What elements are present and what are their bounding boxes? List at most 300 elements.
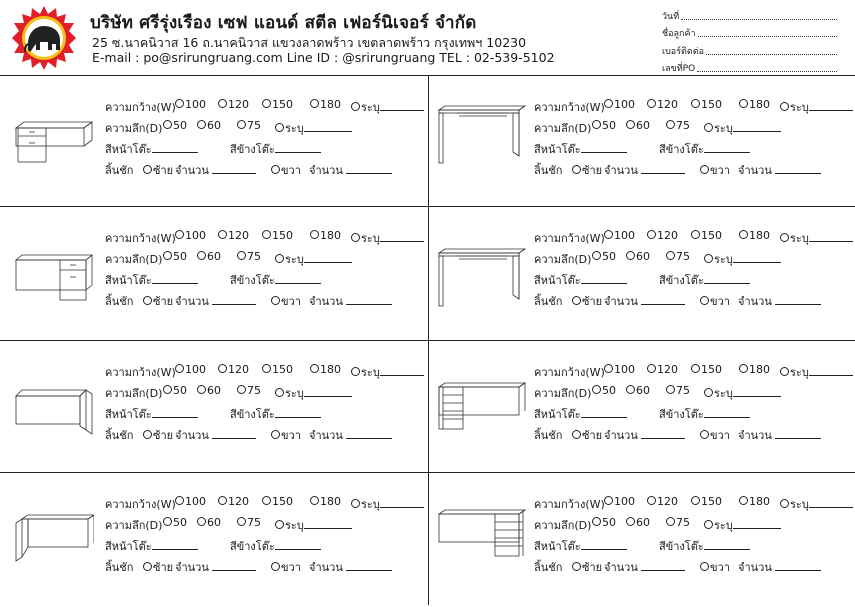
depth-other-field[interactable] [304, 396, 352, 397]
top-color-option[interactable]: สีหน้าโต๊ะ [534, 140, 627, 158]
width-150-option-radio[interactable] [691, 364, 700, 373]
depth-60-option-radio[interactable] [626, 385, 635, 394]
width-150-option-radio[interactable] [262, 230, 271, 239]
drawer-right-option[interactable]: ขวา [700, 161, 730, 179]
depth-60-option-radio[interactable] [197, 517, 206, 526]
depth-other-radio[interactable] [704, 123, 713, 132]
depth-60-option-radio[interactable] [626, 120, 635, 129]
depth-label: ความลึก(D) [534, 519, 592, 532]
side-color-field[interactable] [704, 283, 750, 284]
drawer-right-qty[interactable]: จำนวน [738, 558, 821, 576]
width-100-option[interactable]: 100 [604, 495, 635, 508]
width-150-option[interactable]: 150 [262, 229, 293, 242]
depth-60-option-radio[interactable] [197, 251, 206, 260]
depth-50-option-radio[interactable] [592, 517, 601, 526]
side-color-option[interactable]: สีข้างโต๊ะ [659, 271, 750, 289]
depth-60-option[interactable]: 60 [626, 384, 650, 397]
top-color-field[interactable] [152, 283, 198, 284]
depth-60-option[interactable]: 60 [197, 384, 221, 397]
width-150-option-radio[interactable] [691, 99, 700, 108]
drawer-right-qty[interactable]: จำนวน [309, 558, 392, 576]
top-color-field[interactable] [152, 549, 198, 550]
drawer-left-option[interactable]: ซ้าย [572, 558, 602, 576]
depth-other-option[interactable]: ระบุ [704, 384, 781, 402]
drawer-right-qty-field[interactable] [775, 570, 821, 571]
order-cell-2 [429, 76, 855, 210]
side-color-field[interactable] [275, 283, 321, 284]
color-row [105, 405, 425, 419]
depth-row [534, 250, 854, 264]
width-180-option[interactable]: 180 [739, 363, 770, 376]
width-label: ความกว้าง(W) [105, 366, 176, 379]
side-color-field[interactable] [704, 417, 750, 418]
width-100-option-radio[interactable] [175, 230, 184, 239]
top-color-option[interactable]: สีหน้าโต๊ะ [105, 405, 198, 423]
company-address: 25 ซ.นาคนิวาส 16 ถ.นาคนิวาส แขวงลาดพร้าว เขตลาดพร้าว กรุงเทพฯ 10230 [92, 35, 527, 50]
depth-other-field[interactable] [733, 262, 781, 263]
drawer-left-qty[interactable]: จำนวน [175, 161, 256, 179]
depth-label: ความลึก(D) [105, 253, 163, 266]
depth-other-option[interactable]: ระบุ [704, 516, 781, 534]
width-100-option-radio[interactable] [604, 496, 613, 505]
width-other-radio[interactable] [351, 367, 360, 376]
depth-50-option-radio[interactable] [163, 120, 172, 129]
top-color-field[interactable] [152, 152, 198, 153]
depth-75-option-radio[interactable] [666, 120, 675, 129]
width-120-option[interactable]: 120 [647, 229, 678, 242]
width-100-option-radio[interactable] [604, 99, 613, 108]
drawer-right-qty-field[interactable] [775, 304, 821, 305]
width-other-field[interactable] [380, 507, 424, 508]
drawer-right-qty[interactable]: จำนวน [738, 292, 821, 310]
width-label: ความกว้าง(W) [105, 101, 176, 114]
drawer-right-option[interactable]: ขวา [700, 558, 730, 576]
depth-60-option[interactable]: 60 [197, 516, 221, 529]
width-label: ความกว้าง(W) [105, 232, 176, 245]
width-100-option[interactable]: 100 [604, 363, 635, 376]
depth-other-field[interactable] [733, 131, 781, 132]
width-150-option[interactable]: 150 [691, 495, 722, 508]
top-color-field[interactable] [581, 549, 627, 550]
side-color-option[interactable]: สีข้างโต๊ะ [659, 405, 750, 423]
top-color-option[interactable]: สีหน้าโต๊ะ [105, 271, 198, 289]
width-label: ความกว้าง(W) [534, 366, 605, 379]
depth-75-option-radio[interactable] [237, 517, 246, 526]
top-color-option[interactable]: สีหน้าโต๊ะ [534, 537, 627, 555]
depth-60-option[interactable]: 60 [197, 119, 221, 132]
drawer-right-radio[interactable] [271, 165, 280, 174]
drawer-left-qty[interactable]: จำนวน [175, 292, 256, 310]
width-other-field[interactable] [380, 375, 424, 376]
drawer-left-qty-field[interactable] [641, 173, 685, 174]
drawer-left-radio[interactable] [143, 296, 152, 305]
drawer-right-option[interactable]: ขวา [271, 161, 301, 179]
drawer-right-qty-field[interactable] [775, 438, 821, 439]
desk-left-cabinet-icon [14, 252, 94, 306]
width-150-option-radio[interactable] [691, 230, 700, 239]
top-color-field[interactable] [581, 283, 627, 284]
width-label: ความกว้าง(W) [534, 101, 605, 114]
width-100-option-radio[interactable] [175, 496, 184, 505]
width-other-field[interactable] [809, 375, 853, 376]
width-100-option[interactable]: 100 [604, 229, 635, 242]
drawer-label: ลิ้นชัก [105, 295, 134, 308]
drawer-left-radio[interactable] [143, 165, 152, 174]
width-other-radio[interactable] [351, 233, 360, 242]
depth-60-option-radio[interactable] [626, 251, 635, 260]
width-150-option[interactable]: 150 [691, 363, 722, 376]
color-row [105, 537, 425, 551]
order-cell-4 [429, 207, 855, 341]
width-150-option[interactable]: 150 [262, 363, 293, 376]
drawer-left-option[interactable]: ซ้าย [143, 161, 173, 179]
side-color-option[interactable]: สีข้างโต๊ะ [230, 405, 321, 423]
order-cell-1 [0, 76, 427, 210]
drawer-row [105, 558, 425, 572]
drawer-left-option[interactable]: ซ้าย [572, 161, 602, 179]
width-120-option-radio[interactable] [647, 496, 656, 505]
depth-75-option[interactable]: 75 [666, 250, 690, 263]
width-100-option-radio[interactable] [604, 364, 613, 373]
width-row [534, 363, 854, 377]
depth-50-option-radio[interactable] [592, 120, 601, 129]
depth-50-option[interactable]: 50 [592, 119, 616, 132]
depth-50-option[interactable]: 50 [163, 516, 187, 529]
top-color-option[interactable]: สีหน้าโต๊ะ [534, 405, 627, 423]
depth-other-option[interactable]: ระบุ [704, 250, 781, 268]
drawer-left-radio[interactable] [143, 430, 152, 439]
width-120-option-radio[interactable] [647, 364, 656, 373]
side-color-option[interactable]: สีข้างโต๊ะ [230, 140, 321, 158]
drawer-left-qty-field[interactable] [212, 173, 256, 174]
depth-other-radio[interactable] [275, 254, 284, 263]
width-100-option[interactable]: 100 [175, 363, 206, 376]
width-150-option[interactable]: 150 [691, 98, 722, 111]
depth-other-option[interactable]: ระบุ [275, 384, 352, 402]
drawer-right-qty[interactable]: จำนวน [309, 426, 392, 444]
order-cell-6 [429, 341, 855, 475]
depth-other-radio[interactable] [704, 520, 713, 529]
drawer-left-qty-field[interactable] [641, 570, 685, 571]
width-other-field[interactable] [380, 110, 424, 111]
drawer-right-radio[interactable] [700, 562, 709, 571]
width-120-option-radio[interactable] [647, 230, 656, 239]
width-150-option[interactable]: 150 [691, 229, 722, 242]
desk-right-return-icon [14, 386, 94, 440]
drawer-right-radio[interactable] [271, 562, 280, 571]
drawer-left-qty-field[interactable] [641, 438, 685, 439]
drawer-left-qty-field[interactable] [641, 304, 685, 305]
depth-row [105, 119, 425, 133]
side-color-option[interactable]: สีข้างโต๊ะ [230, 537, 321, 555]
drawer-label: ลิ้นชัก [105, 429, 134, 442]
width-180-option-radio[interactable] [310, 99, 319, 108]
drawer-left-option[interactable]: ซ้าย [572, 292, 602, 310]
depth-75-option[interactable]: 75 [666, 516, 690, 529]
width-180-option-radio[interactable] [739, 99, 748, 108]
company-contact: E-mail : po@srirungruang.com Line ID : @srirungruang TEL : 02-539-5102 [92, 50, 555, 65]
depth-50-option-radio[interactable] [163, 517, 172, 526]
side-color-field[interactable] [275, 549, 321, 550]
width-other-field[interactable] [809, 241, 853, 242]
width-120-option-radio[interactable] [218, 230, 227, 239]
drawer-right-qty[interactable]: จำนวน [309, 292, 392, 310]
depth-row [534, 516, 854, 530]
width-180-option-radio[interactable] [310, 230, 319, 239]
header [0, 0, 855, 75]
drawer-left-radio[interactable] [572, 296, 581, 305]
depth-60-option-radio[interactable] [197, 385, 206, 394]
depth-60-option-radio[interactable] [197, 120, 206, 129]
width-150-option-radio[interactable] [262, 364, 271, 373]
drawer-right-option[interactable]: ขวา [271, 292, 301, 310]
width-120-option[interactable]: 120 [647, 98, 678, 111]
side-color-field[interactable] [275, 417, 321, 418]
drawer-right-qty-field[interactable] [346, 570, 392, 571]
depth-other-field[interactable] [304, 262, 352, 263]
depth-50-option-radio[interactable] [163, 385, 172, 394]
depth-other-radio[interactable] [275, 520, 284, 529]
drawer-left-option[interactable]: ซ้าย [572, 426, 602, 444]
depth-other-radio[interactable] [275, 123, 284, 132]
depth-50-option[interactable]: 50 [592, 384, 616, 397]
meta-po[interactable]: เลขที่PO [662, 58, 837, 76]
width-180-option[interactable]: 180 [310, 363, 341, 376]
top-color-option[interactable]: สีหน้าโต๊ะ [534, 271, 627, 289]
drawer-left-qty[interactable]: จำนวน [604, 426, 685, 444]
depth-other-radio[interactable] [275, 388, 284, 397]
side-color-option[interactable]: สีข้างโต๊ะ [659, 140, 750, 158]
width-other-radio[interactable] [351, 499, 360, 508]
top-color-field[interactable] [581, 417, 627, 418]
drawer-right-option[interactable]: ขวา [271, 558, 301, 576]
drawer-right-radio[interactable] [700, 165, 709, 174]
side-color-option[interactable]: สีข้างโต๊ะ [230, 271, 321, 289]
color-row [534, 405, 854, 419]
width-180-option-radio[interactable] [739, 364, 748, 373]
depth-other-field[interactable] [304, 528, 352, 529]
depth-75-option[interactable]: 75 [666, 384, 690, 397]
width-150-option-radio[interactable] [262, 496, 271, 505]
depth-50-option-radio[interactable] [592, 385, 601, 394]
depth-75-option-radio[interactable] [237, 120, 246, 129]
top-color-field[interactable] [581, 152, 627, 153]
drawer-left-qty[interactable]: จำนวน [604, 292, 685, 310]
depth-60-option[interactable]: 60 [197, 250, 221, 263]
depth-75-option-radio[interactable] [666, 251, 675, 260]
width-other-option[interactable]: ระบุ [780, 495, 853, 513]
depth-60-option[interactable]: 60 [626, 119, 650, 132]
drawer-left-radio[interactable] [572, 430, 581, 439]
top-color-option[interactable]: สีหน้าโต๊ะ [105, 537, 198, 555]
width-180-option[interactable]: 180 [310, 98, 341, 111]
drawer-label: ลิ้นชัก [105, 561, 134, 574]
width-180-option[interactable]: 180 [739, 229, 770, 242]
meta-phone[interactable]: เบอร์ติดต่อ [662, 40, 837, 58]
width-other-option[interactable]: ระบุ [780, 98, 853, 116]
side-color-field[interactable] [704, 549, 750, 550]
depth-50-option-radio[interactable] [163, 251, 172, 260]
depth-other-option[interactable]: ระบุ [275, 250, 352, 268]
drawer-row [105, 161, 425, 175]
depth-50-option[interactable]: 50 [592, 250, 616, 263]
depth-50-option[interactable]: 50 [592, 516, 616, 529]
drawer-left-option[interactable]: ซ้าย [143, 558, 173, 576]
width-180-option-radio[interactable] [739, 496, 748, 505]
drawer-right-qty-field[interactable] [346, 438, 392, 439]
width-180-option[interactable]: 180 [310, 495, 341, 508]
width-row [534, 229, 854, 243]
drawer-right-qty-field[interactable] [775, 173, 821, 174]
width-150-option-radio[interactable] [262, 99, 271, 108]
top-color-option[interactable]: สีหน้าโต๊ะ [105, 140, 198, 158]
drawer-right-option[interactable]: ขวา [271, 426, 301, 444]
width-180-option[interactable]: 180 [739, 98, 770, 111]
width-other-radio[interactable] [351, 102, 360, 111]
drawer-left-qty[interactable]: จำนวน [604, 558, 685, 576]
width-other-option[interactable]: ระบุ [351, 363, 424, 381]
drawer-left-qty[interactable]: จำนวน [175, 558, 256, 576]
depth-75-option[interactable]: 75 [237, 384, 261, 397]
drawer-right-radio[interactable] [700, 296, 709, 305]
depth-75-option[interactable]: 75 [237, 516, 261, 529]
drawer-right-qty[interactable]: จำนวน [738, 426, 821, 444]
depth-other-option[interactable]: ระบุ [275, 119, 352, 137]
depth-50-option[interactable]: 50 [163, 119, 187, 132]
width-120-option[interactable]: 120 [647, 495, 678, 508]
width-other-option[interactable]: ระบุ [780, 363, 853, 381]
drawer-left-option[interactable]: ซ้าย [143, 426, 173, 444]
width-120-option[interactable]: 120 [218, 229, 249, 242]
drawer-right-radio[interactable] [271, 430, 280, 439]
top-color-field[interactable] [152, 417, 198, 418]
depth-other-field[interactable] [304, 131, 352, 132]
width-other-radio[interactable] [780, 367, 789, 376]
drawer-left-radio[interactable] [572, 165, 581, 174]
width-100-option[interactable]: 100 [175, 495, 206, 508]
width-180-option-radio[interactable] [310, 496, 319, 505]
width-100-option[interactable]: 100 [175, 98, 206, 111]
depth-other-field[interactable] [733, 528, 781, 529]
drawer-right-qty-field[interactable] [346, 304, 392, 305]
meta-customer[interactable]: ชื่อลูกค้า [662, 23, 837, 41]
width-100-option-radio[interactable] [175, 99, 184, 108]
width-120-option-radio[interactable] [647, 99, 656, 108]
drawer-right-radio[interactable] [700, 430, 709, 439]
width-other-radio[interactable] [780, 102, 789, 111]
width-other-radio[interactable] [780, 233, 789, 242]
desk-right-shelf-icon [437, 508, 527, 562]
width-100-option-radio[interactable] [604, 230, 613, 239]
depth-75-option-radio[interactable] [666, 517, 675, 526]
depth-other-field[interactable] [733, 396, 781, 397]
depth-other-option[interactable]: ระบุ [275, 516, 352, 534]
order-cell-5 [0, 341, 427, 475]
order-meta [662, 5, 837, 75]
meta-date[interactable]: วันที่ [662, 5, 837, 23]
drawer-left-qty-field[interactable] [212, 570, 256, 571]
side-color-option[interactable]: สีข้างโต๊ะ [659, 537, 750, 555]
width-other-field[interactable] [809, 507, 853, 508]
depth-50-option[interactable]: 50 [163, 384, 187, 397]
drawer-right-option[interactable]: ขวา [700, 426, 730, 444]
width-180-option[interactable]: 180 [310, 229, 341, 242]
width-120-option[interactable]: 120 [647, 363, 678, 376]
width-100-option[interactable]: 100 [604, 98, 635, 111]
width-120-option-radio[interactable] [218, 364, 227, 373]
drawer-right-radio[interactable] [271, 296, 280, 305]
width-row [105, 363, 425, 377]
width-other-option[interactable]: ระบุ [351, 229, 424, 247]
width-120-option-radio[interactable] [218, 496, 227, 505]
depth-row [105, 250, 425, 264]
width-other-option[interactable]: ระบุ [780, 229, 853, 247]
depth-75-option[interactable]: 75 [666, 119, 690, 132]
width-180-option-radio[interactable] [739, 230, 748, 239]
drawer-right-qty[interactable]: จำนวน [738, 161, 821, 179]
depth-60-option[interactable]: 60 [626, 250, 650, 263]
depth-50-option[interactable]: 50 [163, 250, 187, 263]
width-120-option-radio[interactable] [218, 99, 227, 108]
depth-60-option-radio[interactable] [626, 517, 635, 526]
width-150-option[interactable]: 150 [262, 495, 293, 508]
width-120-option[interactable]: 120 [218, 363, 249, 376]
side-color-field[interactable] [275, 152, 321, 153]
depth-60-option[interactable]: 60 [626, 516, 650, 529]
drawer-row [534, 292, 854, 306]
drawer-left-qty-field[interactable] [212, 304, 256, 305]
depth-75-option[interactable]: 75 [237, 250, 261, 263]
depth-other-option[interactable]: ระบุ [704, 119, 781, 137]
width-100-option-radio[interactable] [175, 364, 184, 373]
width-120-option[interactable]: 120 [218, 495, 249, 508]
depth-50-option-radio[interactable] [592, 251, 601, 260]
depth-75-option[interactable]: 75 [237, 119, 261, 132]
drawer-right-option[interactable]: ขวา [700, 292, 730, 310]
width-other-field[interactable] [380, 241, 424, 242]
drawer-left-qty[interactable]: จำนวน [604, 161, 685, 179]
drawer-left-radio[interactable] [143, 562, 152, 571]
depth-75-option-radio[interactable] [666, 385, 675, 394]
width-120-option[interactable]: 120 [218, 98, 249, 111]
depth-other-radio[interactable] [704, 254, 713, 263]
width-other-option[interactable]: ระบุ [351, 495, 424, 513]
color-row [105, 140, 425, 154]
drawer-left-radio[interactable] [572, 562, 581, 571]
width-150-option-radio[interactable] [691, 496, 700, 505]
width-150-option[interactable]: 150 [262, 98, 293, 111]
width-other-field[interactable] [809, 110, 853, 111]
width-other-option[interactable]: ระบุ [351, 98, 424, 116]
depth-75-option-radio[interactable] [237, 385, 246, 394]
side-color-field[interactable] [704, 152, 750, 153]
depth-other-radio[interactable] [704, 388, 713, 397]
drawer-left-qty-field[interactable] [212, 438, 256, 439]
width-row [105, 229, 425, 243]
drawer-left-qty[interactable]: จำนวน [175, 426, 256, 444]
width-other-radio[interactable] [780, 499, 789, 508]
drawer-row [105, 426, 425, 440]
drawer-left-option[interactable]: ซ้าย [143, 292, 173, 310]
width-180-option[interactable]: 180 [739, 495, 770, 508]
order-cell-7 [0, 473, 427, 607]
depth-75-option-radio[interactable] [237, 251, 246, 260]
drawer-label: ลิ้นชัก [534, 164, 563, 177]
width-180-option-radio[interactable] [310, 364, 319, 373]
drawer-right-qty[interactable]: จำนวน [309, 161, 392, 179]
drawer-right-qty-field[interactable] [346, 173, 392, 174]
width-100-option[interactable]: 100 [175, 229, 206, 242]
